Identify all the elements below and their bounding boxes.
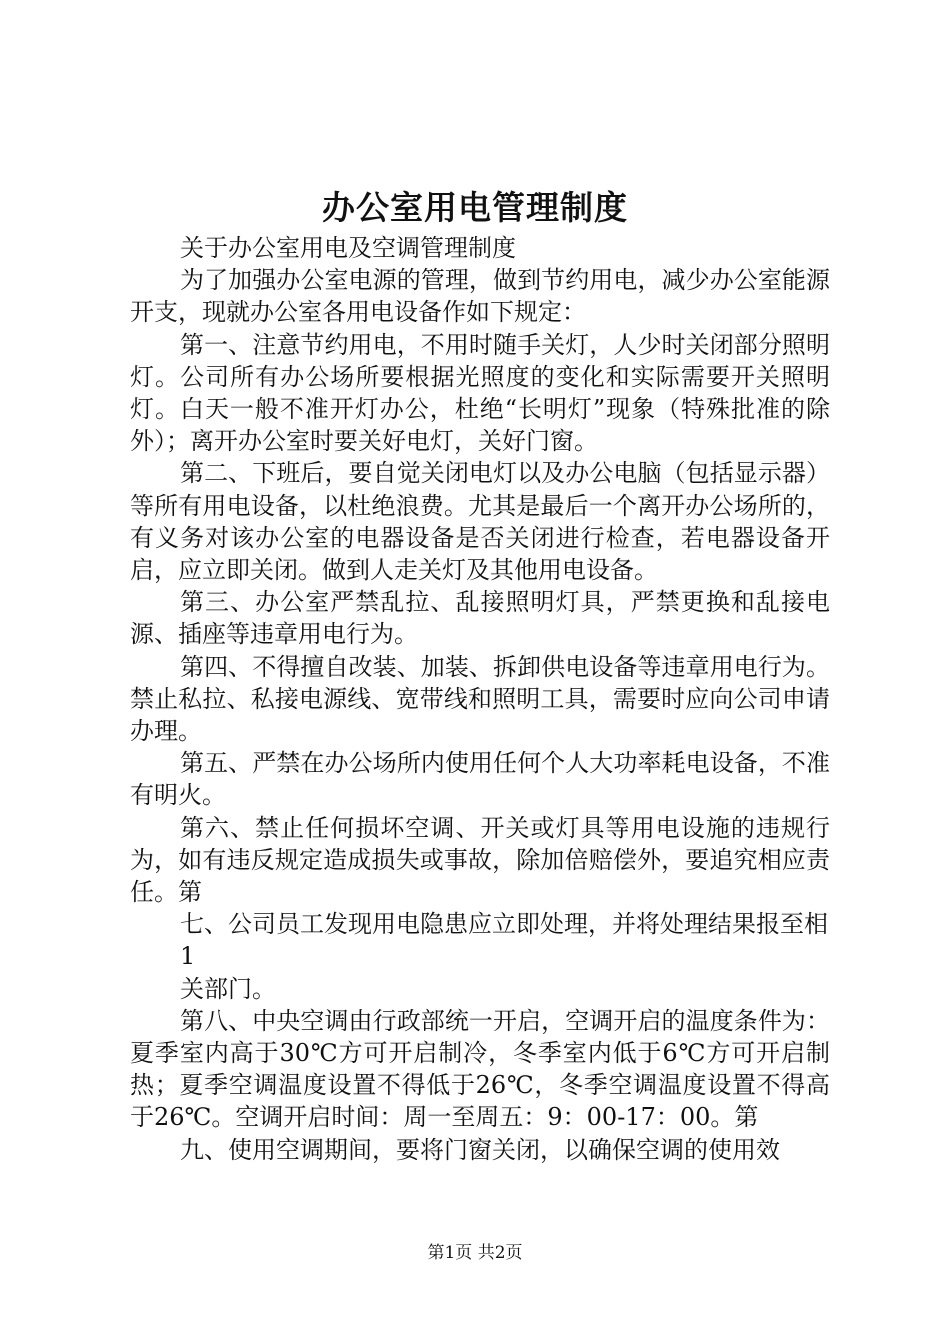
inline-page-number: 1 [180, 942, 196, 971]
paragraph-intro: 为了加强办公室电源的管理，做到节约用电，减少办公室能源开支，现就办公室各用电设备作如下规定： [130, 266, 830, 327]
paragraph-rule-2: 第二、下班后，要自觉关闭电灯以及办公电脑（包括显示器）等所有用电设备，以杜绝浪费。尤其是最后一个离开办公场所的，有义务对该办公室的电器设备是否关闭进行检查，若电器设备开启，应立即关闭。做到人走关灯及其他用电设备。 [130, 459, 830, 585]
page-footer: 第1页 共2页 [427, 1243, 523, 1263]
paragraph-rule-6: 第六、禁止任何损坏空调、开关或灯具等用电设施的违规行为，如有违反规定造成损失或事故，除加倍赔偿外，要追究相应责任。第 [130, 813, 830, 907]
paragraph-rule-4: 第四、不得擅自改装、加装、拆卸供电设备等违章用电行为。禁止私拉、私接电源线、宽带线和照明工具，需要时应向公司申请办理。 [130, 652, 830, 746]
paragraph-rule-7: 七、公司员工发现用电隐患应立即处理，并将处理结果报至相 [180, 910, 828, 939]
paragraph-rule-8: 第八、中央空调由行政部统一开启，空调开启的温度条件为：夏季室内高于30℃方可开启制冷，冬季室内低于6℃方可开启制热；夏季空调温度设置不得低于26℃，冬季空调温度设置不得高于26℃。空调开启时间：周一至周五：9：00-17：00。第 [130, 1006, 830, 1132]
paragraph-rule-3: 第三、办公室严禁乱拉、乱接照明灯具，严禁更换和乱接电源、插座等违章用电行为。 [130, 588, 830, 649]
paragraph-rule-9: 九、使用空调期间，要将门窗关闭，以确保空调的使用效 [180, 1135, 780, 1164]
document-body [130, 232, 830, 1166]
document-title: 办公室用电管理制度 [322, 188, 628, 227]
paragraph-rule-1: 第一、注意节约用电，不用时随手关灯，人少时关闭部分照明灯。公司所有办公场所要根据光照度的变化和实际需要开关照明灯。白天一般不准开灯办公，杜绝“长明灯”现象（特殊批准的除外）；离开办公室时要关好电灯，关好门窗。 [130, 330, 830, 456]
paragraph-subtitle: 关于办公室用电及空调管理制度 [180, 234, 516, 262]
paragraph-rule-7-continued: 关部门。 [180, 974, 276, 1003]
paragraph-rule-5: 第五、严禁在办公场所内使用任何个人大功率耗电设备，不准有明火。 [130, 749, 830, 810]
